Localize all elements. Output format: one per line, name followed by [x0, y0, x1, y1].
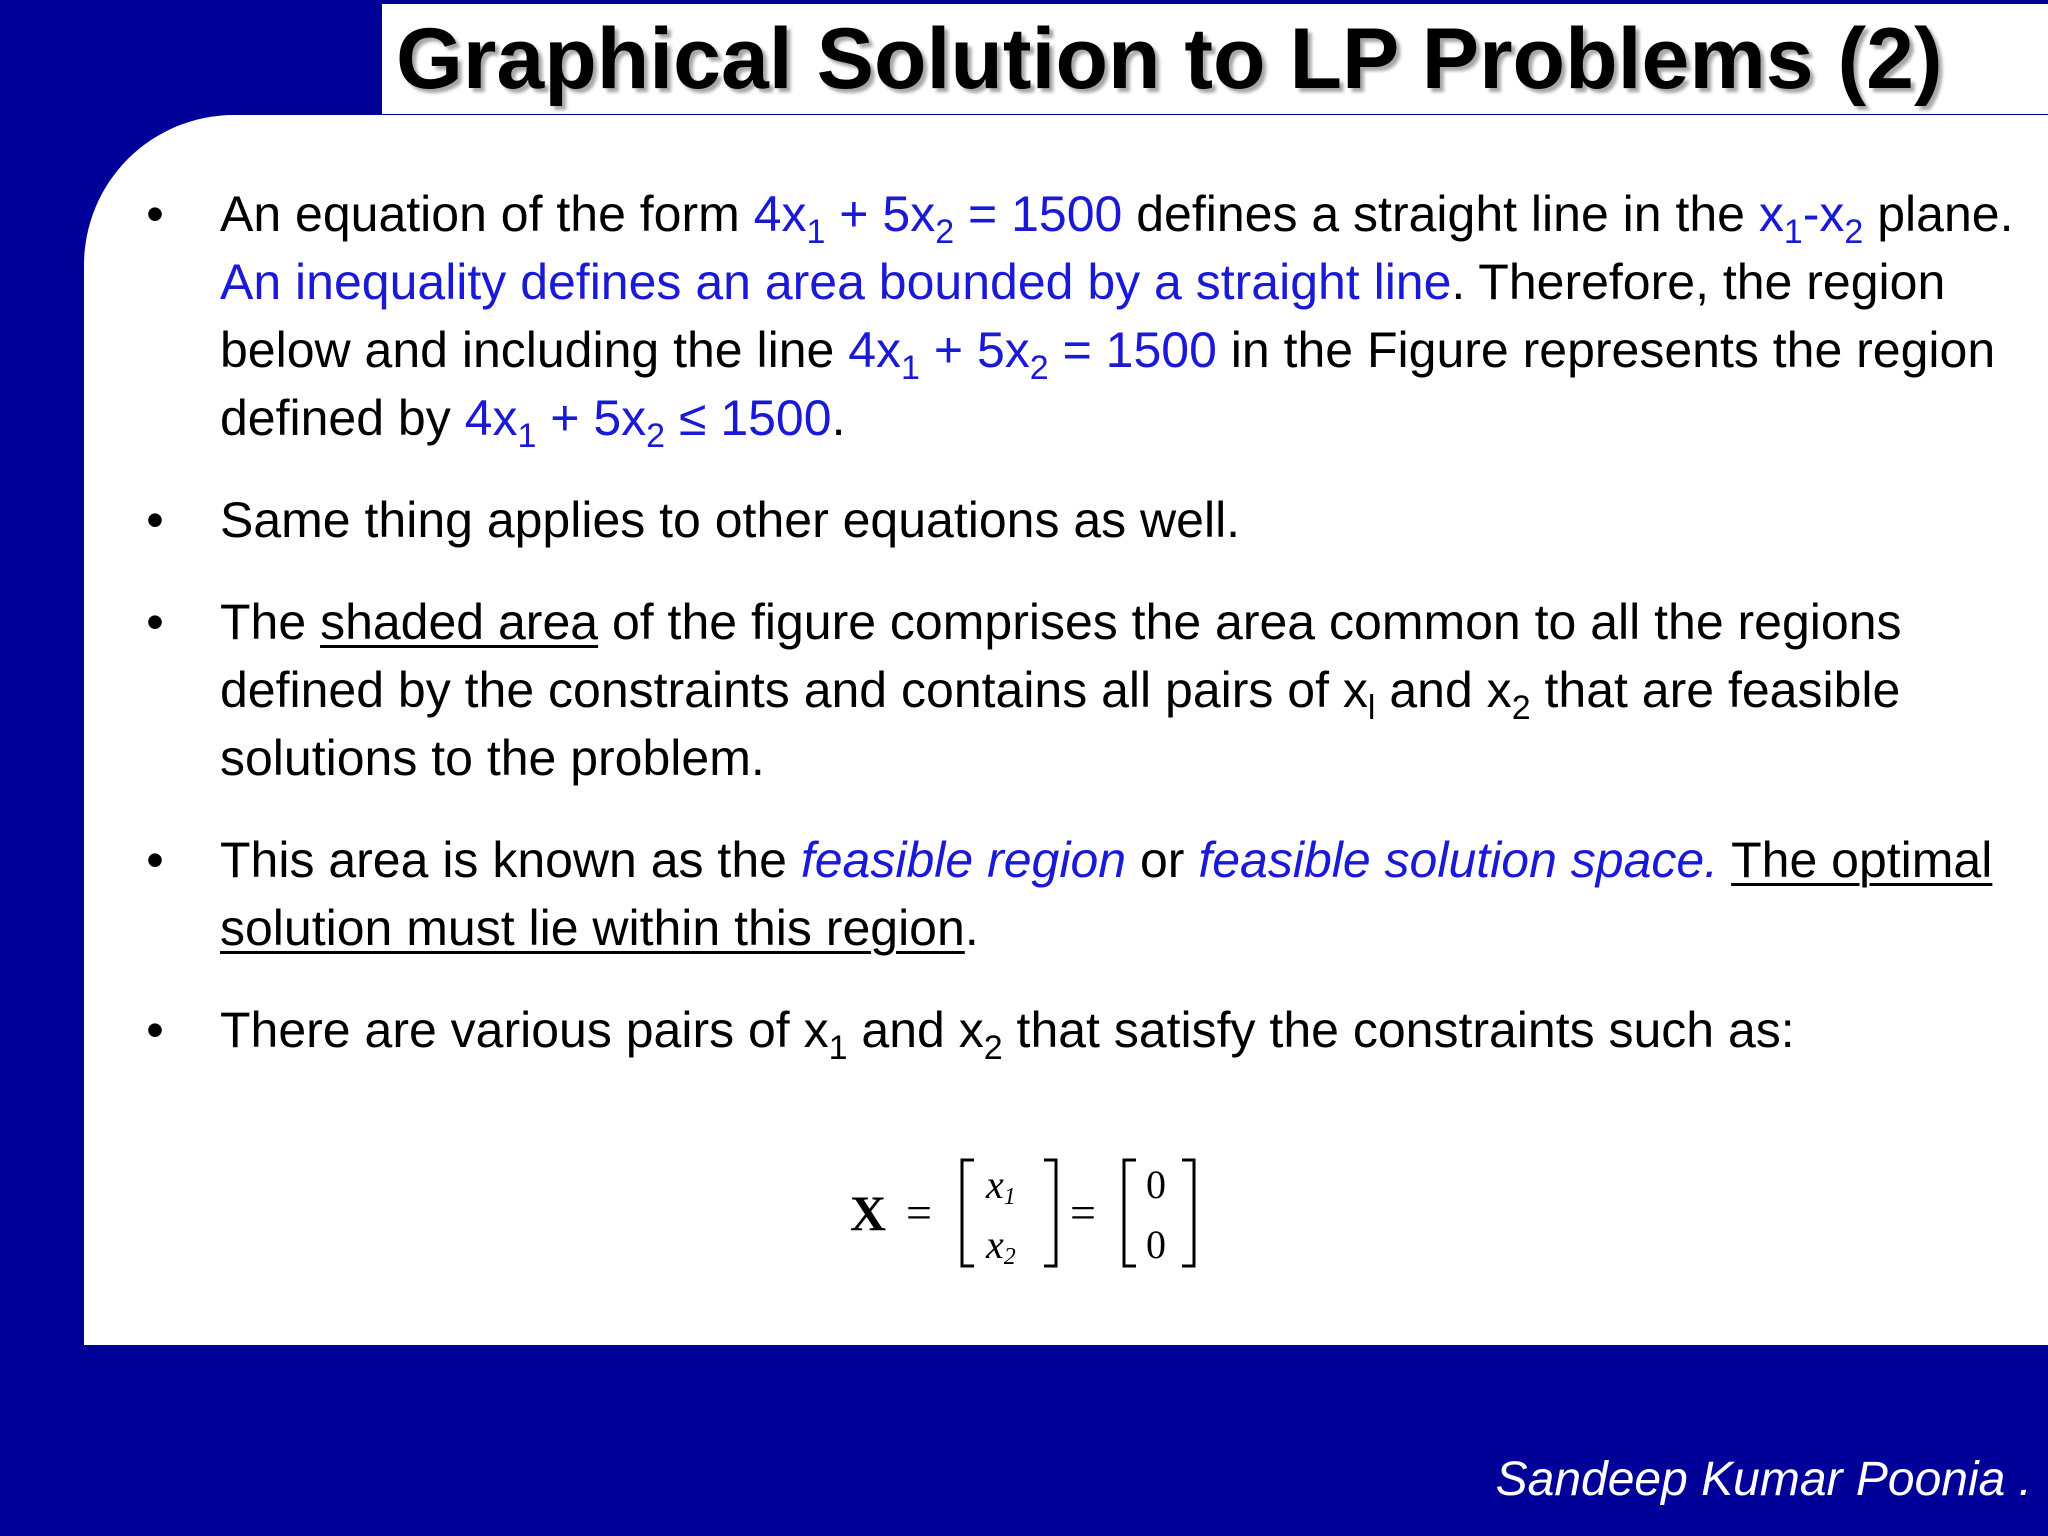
- bullet-item-1: • An equation of the form $4x_1 + 5x_2 = 1500$ defines a straight line in the $x_1-x_2$ plane. An inequality defines an area bounded by a straight line. Therefore, the region below and including the line $4x_1 + 5x_2 = 1500$ in the Figure represents the region defined by $4x_1 + 5x_2 \le 1500$.: [140, 180, 2020, 452]
- bullet-icon: •: [146, 832, 164, 888]
- shaded-area-term: shaded area: [320, 594, 599, 650]
- matrix-var-x2: x2: [986, 1222, 1016, 1270]
- equation-4x1-5x2: $4x_1 + 5x_2 = 1500$: [753, 186, 1123, 251]
- matrix-lhs-X: X: [850, 1185, 887, 1241]
- bullet-icon: •: [146, 594, 164, 650]
- bullet-icon: •: [146, 186, 164, 242]
- inequality-sentence: An inequality defines an area bounded by a straight line: [220, 254, 1452, 310]
- text-run: . Therefore, the region below and including the line: [220, 254, 1946, 378]
- left-bracket-2: [1124, 1160, 1136, 1266]
- bullet-item-4: • This area is known as the feasible region or feasible solution space. The optimal solution must lie within this region.: [140, 826, 2020, 962]
- matrix-equation: [850, 1140, 1250, 1280]
- bullet-item-2: [140, 486, 2020, 554]
- optimal-solution-statement: The optimal solution must lie within this region: [220, 832, 1993, 956]
- bullet-list: [140, 180, 2020, 1098]
- inequality-expression: $4x_1 + 5x_2 \le 1500$: [464, 390, 832, 455]
- bullet-item-5: • There are various pairs of $x_1$ and $x_2$ that satisfy the constraints such as:: [140, 996, 2020, 1064]
- bullet-icon: •: [146, 492, 164, 548]
- equals-sign-1: =: [906, 1187, 932, 1238]
- right-bracket-2: [1182, 1160, 1194, 1266]
- bullet-icon: •: [146, 1002, 164, 1058]
- text-run: in the Figure represents the region defined by: [220, 322, 1996, 446]
- text-run: defines a straight line in the: [1122, 186, 1759, 242]
- text-run: An equation of the form: [220, 186, 754, 242]
- text-run: Same thing applies to other equations as well.: [220, 492, 1241, 548]
- matrix-var-x1: x1: [986, 1162, 1016, 1210]
- feasible-region-term: feasible region: [800, 832, 1127, 888]
- bullet-item-3: • The shaded area of the figure comprises the area common to all the regions defined by the constraints and contains all pairs of $x_l$ and $x_2$ that are feasible solutions to the problem.: [140, 588, 2020, 792]
- text-run: plane.: [1863, 186, 2014, 242]
- matrix-value-r1: 0: [1146, 1162, 1166, 1207]
- author-credit: Sandeep Kumar Poonia .: [1495, 1453, 2032, 1506]
- equation-line: $4x_1 + 5x_2 = 1500$: [848, 322, 1217, 387]
- x1-x2-plane: $x_1-x_2$: [1758, 186, 1864, 251]
- left-bracket-1: [962, 1160, 974, 1266]
- feasible-solution-space-term: feasible solution space.: [1198, 832, 1719, 888]
- matrix-value-r2: 0: [1146, 1222, 1166, 1267]
- slide-title: Graphical Solution to LP Problems (2): [382, 4, 2048, 114]
- right-bracket-1: [1044, 1160, 1056, 1266]
- equals-sign-2: =: [1070, 1187, 1096, 1238]
